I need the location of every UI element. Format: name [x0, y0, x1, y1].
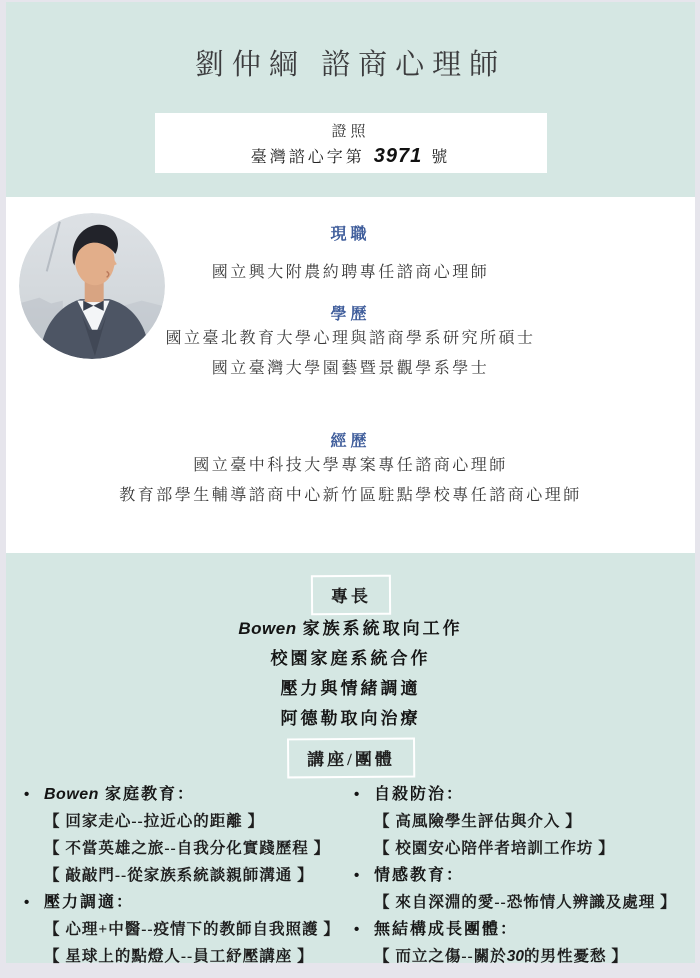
specialty-list — [6, 614, 695, 734]
section-heading: 經歷 — [330, 433, 371, 450]
profile-card — [6, 197, 695, 553]
lecture-item: 【 敲敲門--從家族系統談親師溝通 】 — [44, 867, 314, 884]
lectures-column-right — [354, 781, 692, 970]
section-education — [6, 301, 695, 384]
section-current-position — [6, 221, 695, 288]
section-line: 國立臺灣大學園藝暨景觀學系學士 — [211, 360, 490, 377]
specialty-item-zh: 阿德勒取向治療 — [280, 709, 421, 728]
bullet-icon: • — [354, 867, 360, 884]
specialty-item — [6, 614, 695, 644]
lecture-group — [24, 889, 354, 970]
lectures-heading: 講座/團體 — [306, 749, 395, 770]
license-card — [155, 113, 547, 173]
specialty-heading: 專長 — [330, 586, 371, 607]
bullet-icon: • — [354, 786, 360, 803]
lecture-group — [24, 781, 354, 889]
specialty-item-zh: 壓力與情緒調適 — [280, 679, 421, 698]
specialty-heading-box — [310, 575, 390, 616]
lecture-group-title: • 自殺防治： — [354, 781, 692, 808]
specialty-item — [6, 644, 695, 674]
section-heading: 學歷 — [330, 306, 371, 323]
specialty-item-zh: 校園家庭系統合作 — [270, 649, 431, 668]
section-line: 國立興大附農約聘專任諮商心理師 — [211, 264, 490, 281]
page-title: 劉仲綱 諮商心理師 — [194, 49, 507, 81]
lectures-column-left — [24, 781, 354, 970]
lectures-columns — [24, 781, 692, 970]
lecture-group-title: • 壓力調適： — [24, 889, 354, 916]
poster — [6, 2, 695, 963]
lecture-group-title: • 情感教育： — [354, 862, 692, 889]
specialty-item-en: Bowen — [238, 619, 297, 638]
bullet-icon: • — [24, 786, 30, 803]
lecture-group-title: • Bowen 家庭教育： — [24, 781, 354, 808]
lecture-item: 【 回家走心--拉近心的距離 】 — [44, 813, 265, 830]
lecture-group — [354, 916, 692, 970]
lecture-group — [354, 781, 692, 862]
lecture-item: 【 心理+中醫--疫情下的教師自我照護 】 — [44, 921, 340, 938]
lecture-group — [354, 862, 692, 916]
lecture-item: 【 來自深淵的愛--恐怖情人辨識及處理 】 — [374, 894, 677, 911]
license-number-line — [155, 144, 547, 168]
lecture-item: 【 高風險學生評估與介入 】 — [374, 813, 582, 830]
specialty-item — [6, 704, 695, 734]
specialty-item-zh: 家族系統取向工作 — [302, 619, 463, 638]
license-suffix: 號 — [431, 149, 451, 166]
specialty-item — [6, 674, 695, 704]
license-heading: 證照 — [331, 124, 370, 140]
license-number: 3971 — [373, 145, 423, 167]
bullet-icon: • — [24, 894, 30, 911]
lecture-item: 【 不當英雄之旅--自我分化實踐歷程 】 — [44, 840, 331, 857]
lecture-item: 【 而立之傷--關於30的男性憂愁 】 — [374, 948, 628, 965]
section-line: 國立臺北教育大學心理與諮商學系研究所碩士 — [165, 330, 536, 347]
bullet-icon: • — [354, 921, 360, 938]
section-line: 國立臺中科技大學專案專任諮商心理師 — [193, 457, 508, 474]
lecture-group-title: • 無結構成長團體： — [354, 916, 692, 943]
lectures-heading-box — [286, 738, 414, 779]
lecture-item: 【 校園安心陪伴者培訓工作坊 】 — [374, 840, 615, 857]
section-heading: 現職 — [330, 226, 371, 243]
section-line: 教育部學生輔導諮商中心新竹區駐點學校專任諮商心理師 — [119, 487, 582, 504]
license-prefix: 臺灣諮心字第 — [250, 149, 365, 166]
section-experience — [6, 428, 695, 511]
lecture-item: 【 星球上的點燈人--員工紓壓講座 】 — [44, 948, 314, 965]
